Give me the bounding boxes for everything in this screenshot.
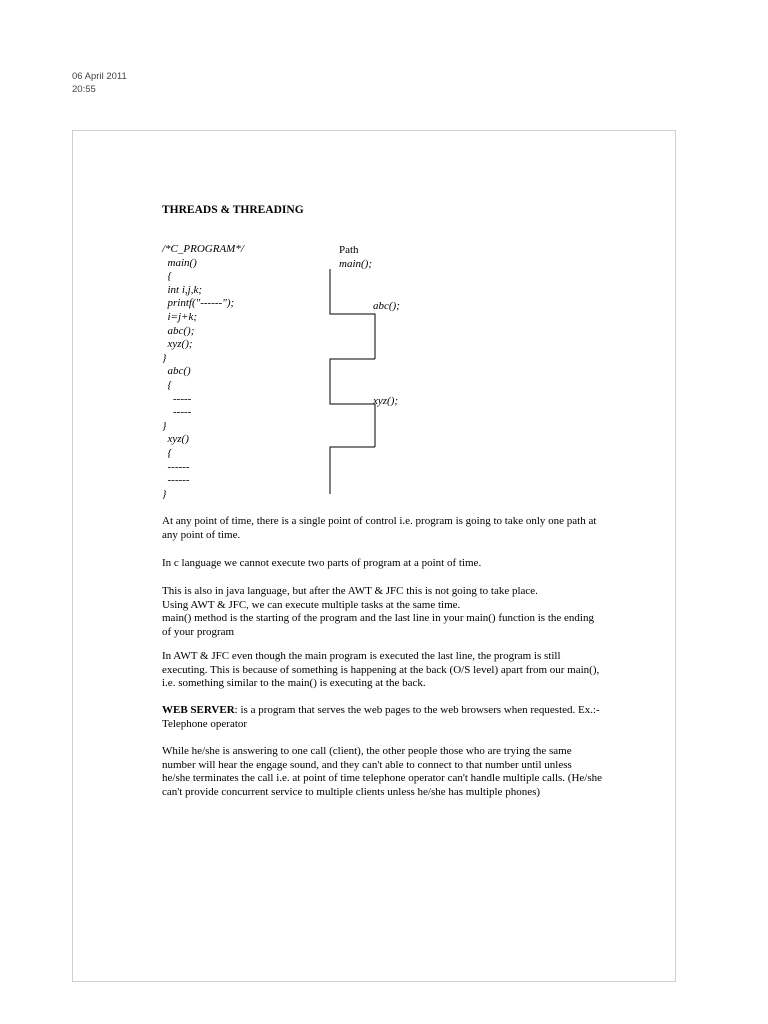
path-abc-label: abc();: [373, 300, 400, 312]
code-line: -----: [162, 392, 192, 405]
code-line: {: [162, 378, 172, 391]
code-line: ------: [162, 460, 190, 473]
paragraph-3: This is also in java language, but after the AWT & JFC this is not going to take place. Using AWT & JFC, we can execute multiple tasks at the same time. main() method is the starting of the program and the last line in your main() function is the ending of your program: [162, 585, 594, 638]
code-line: int i,j,k;: [162, 283, 203, 296]
path-segment-xyz: [330, 447, 375, 494]
code-line: xyz(): [162, 433, 189, 446]
path-segment-main: [330, 269, 375, 359]
note-time: 20:55: [72, 84, 96, 95]
document-page: [72, 130, 676, 982]
code-line: ------: [162, 474, 190, 487]
code-line: abc(): [162, 365, 191, 378]
path-segment-abc: [330, 359, 375, 447]
note-timestamp: [72, 70, 127, 96]
paragraph-5: [162, 704, 602, 731]
paragraph-1: At any point of time, there is a single point of control i.e. program is going to take only one path at any point of time.: [162, 515, 597, 541]
web-server-term: WEB SERVER: [162, 704, 235, 716]
code-line: {: [162, 270, 172, 283]
code-line: -----: [162, 406, 192, 419]
code-line: printf("------");: [162, 297, 235, 310]
document-title: THREADS & THREADING: [162, 204, 304, 216]
web-server-definition: : is a program that serves the web pages to the web browsers when requested. Ex.:-Telephone operator: [162, 704, 600, 730]
paragraph-2: In c language we cannot execute two parts of program at a point of time.: [162, 557, 482, 569]
code-block: [162, 243, 244, 501]
code-line: main(): [162, 256, 197, 269]
note-date: 06 April 2011: [72, 71, 127, 82]
paragraph-6: While he/she is answering to one call (client), the other people those who are trying the same number will hear the engage sound, and they can't able to connect to that number until unless he/she terminates the call i.e. at point of time telephone operator can't handle multiple calls. (He/she can't provide concurrent service to multiple clients unless he/she has multiple phones): [162, 745, 602, 798]
code-line: }: [162, 419, 167, 432]
code-line: }: [162, 351, 167, 364]
code-line: abc();: [162, 324, 195, 337]
code-line: xyz();: [162, 338, 193, 351]
path-xyz-label: xyz();: [373, 395, 399, 407]
path-label: Path: [339, 244, 359, 256]
code-line: i=j+k;: [162, 310, 198, 323]
path-main-label: main();: [339, 258, 372, 270]
code-line: }: [162, 487, 167, 500]
code-line: /*C_PROGRAM*/: [162, 243, 244, 255]
paragraph-4: In AWT & JFC even though the main program is executed the last line, the program is still executing. This is because of something is happening at the back (O/S level) apart from our main(), i.e. something similar to the main() is executing at the back.: [162, 650, 600, 689]
execution-path-diagram: [323, 269, 403, 499]
code-line: {: [162, 446, 172, 459]
